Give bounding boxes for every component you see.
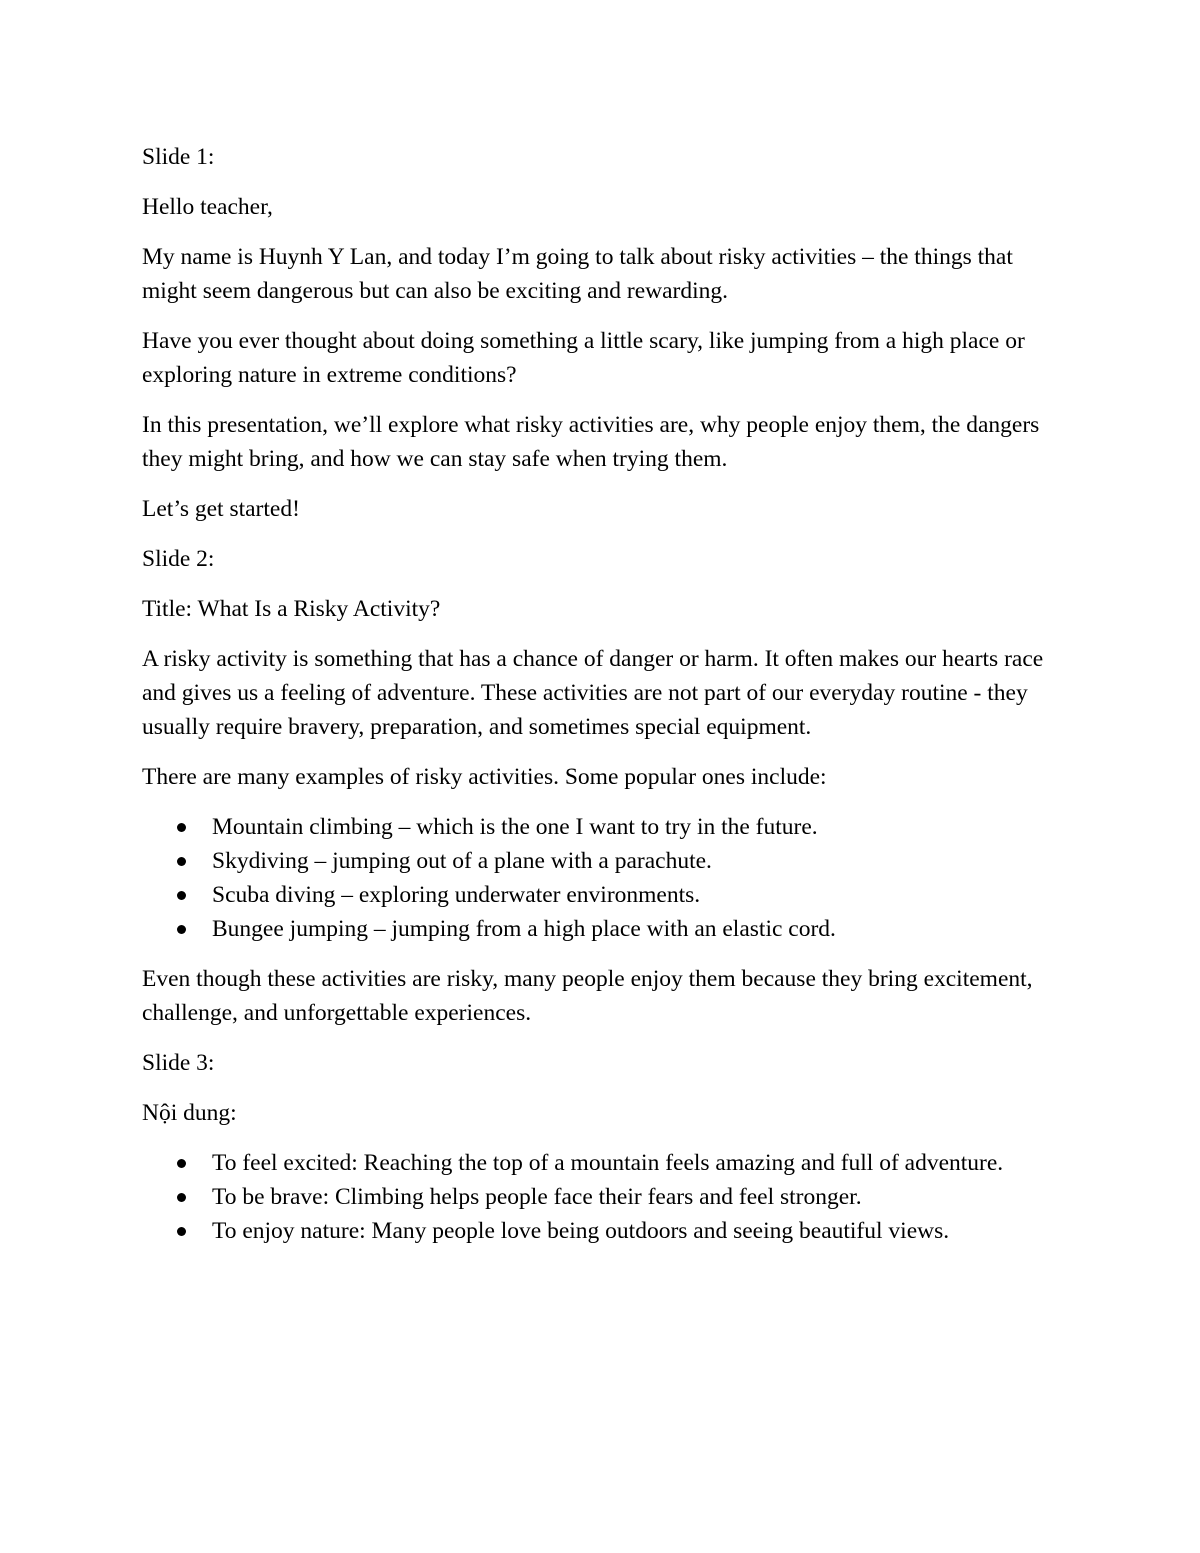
list-item-text: Skydiving – jumping out of a plane with a parachute. — [212, 848, 712, 874]
definition-paragraph: A risky activity is something that has a chance of danger or harm. It often makes our hearts race and gives us a feeling of adventure. These activities are not part of our everyday routine - they usually require bravery, preparation, and sometimes special equipment. — [142, 646, 1044, 740]
bullet-icon — [177, 823, 186, 832]
conclusion-paragraph: Even though these activities are risky, many people enjoy them because they bring excitement, challenge, and unforgettable experiences. — [142, 966, 1033, 1026]
examples-list — [142, 810, 1072, 946]
intro-paragraph: My name is Huynh Y Lan, and today I’m going to talk about risky activities – the things that might seem dangerous but can also be exciting and rewarding. — [142, 244, 1013, 304]
list-item-text: To be brave: Climbing helps people face their fears and feel stronger. — [212, 1184, 862, 1210]
bullet-icon — [177, 925, 186, 934]
list-item — [142, 810, 1072, 844]
bullet-icon — [177, 1193, 186, 1202]
list-item-text: Mountain climbing – which is the one I want to try in the future. — [212, 814, 818, 840]
list-item — [142, 912, 1072, 946]
list-item-text: Bungee jumping – jumping from a high place with an elastic cord. — [212, 916, 836, 942]
start-line: Let’s get started! — [142, 496, 300, 522]
slide3-heading: Slide 3: — [142, 1050, 215, 1076]
bullet-icon — [177, 1227, 186, 1236]
bullet-icon — [177, 891, 186, 900]
list-item — [142, 1180, 1072, 1214]
document-page — [142, 140, 1072, 1264]
list-item — [142, 878, 1072, 912]
list-item-text: To enjoy nature: Many people love being outdoors and seeing beautiful views. — [212, 1218, 950, 1244]
list-item — [142, 844, 1072, 878]
list-item — [142, 1214, 1072, 1248]
slide1-heading: Slide 1: — [142, 144, 215, 170]
bullet-icon — [177, 1159, 186, 1168]
list-item — [142, 1146, 1072, 1180]
list-item-text: To feel excited: Reaching the top of a mountain feels amazing and full of adventure. — [212, 1150, 1004, 1176]
greeting: Hello teacher, — [142, 194, 273, 220]
overview-paragraph: In this presentation, we’ll explore what risky activities are, why people enjoy them, the dangers they might bring, and how we can stay safe when trying them. — [142, 412, 1040, 472]
slide2-title: Title: What Is a Risky Activity? — [142, 596, 441, 622]
slide2-heading: Slide 2: — [142, 546, 215, 572]
bullet-icon — [177, 857, 186, 866]
content-label: Nội dung: — [142, 1100, 237, 1126]
list-item-text: Scuba diving – exploring underwater environments. — [212, 882, 701, 908]
reasons-list — [142, 1146, 1072, 1248]
examples-intro: There are many examples of risky activities. Some popular ones include: — [142, 764, 827, 790]
question-paragraph: Have you ever thought about doing something a little scary, like jumping from a high place or exploring nature in extreme conditions? — [142, 328, 1025, 388]
